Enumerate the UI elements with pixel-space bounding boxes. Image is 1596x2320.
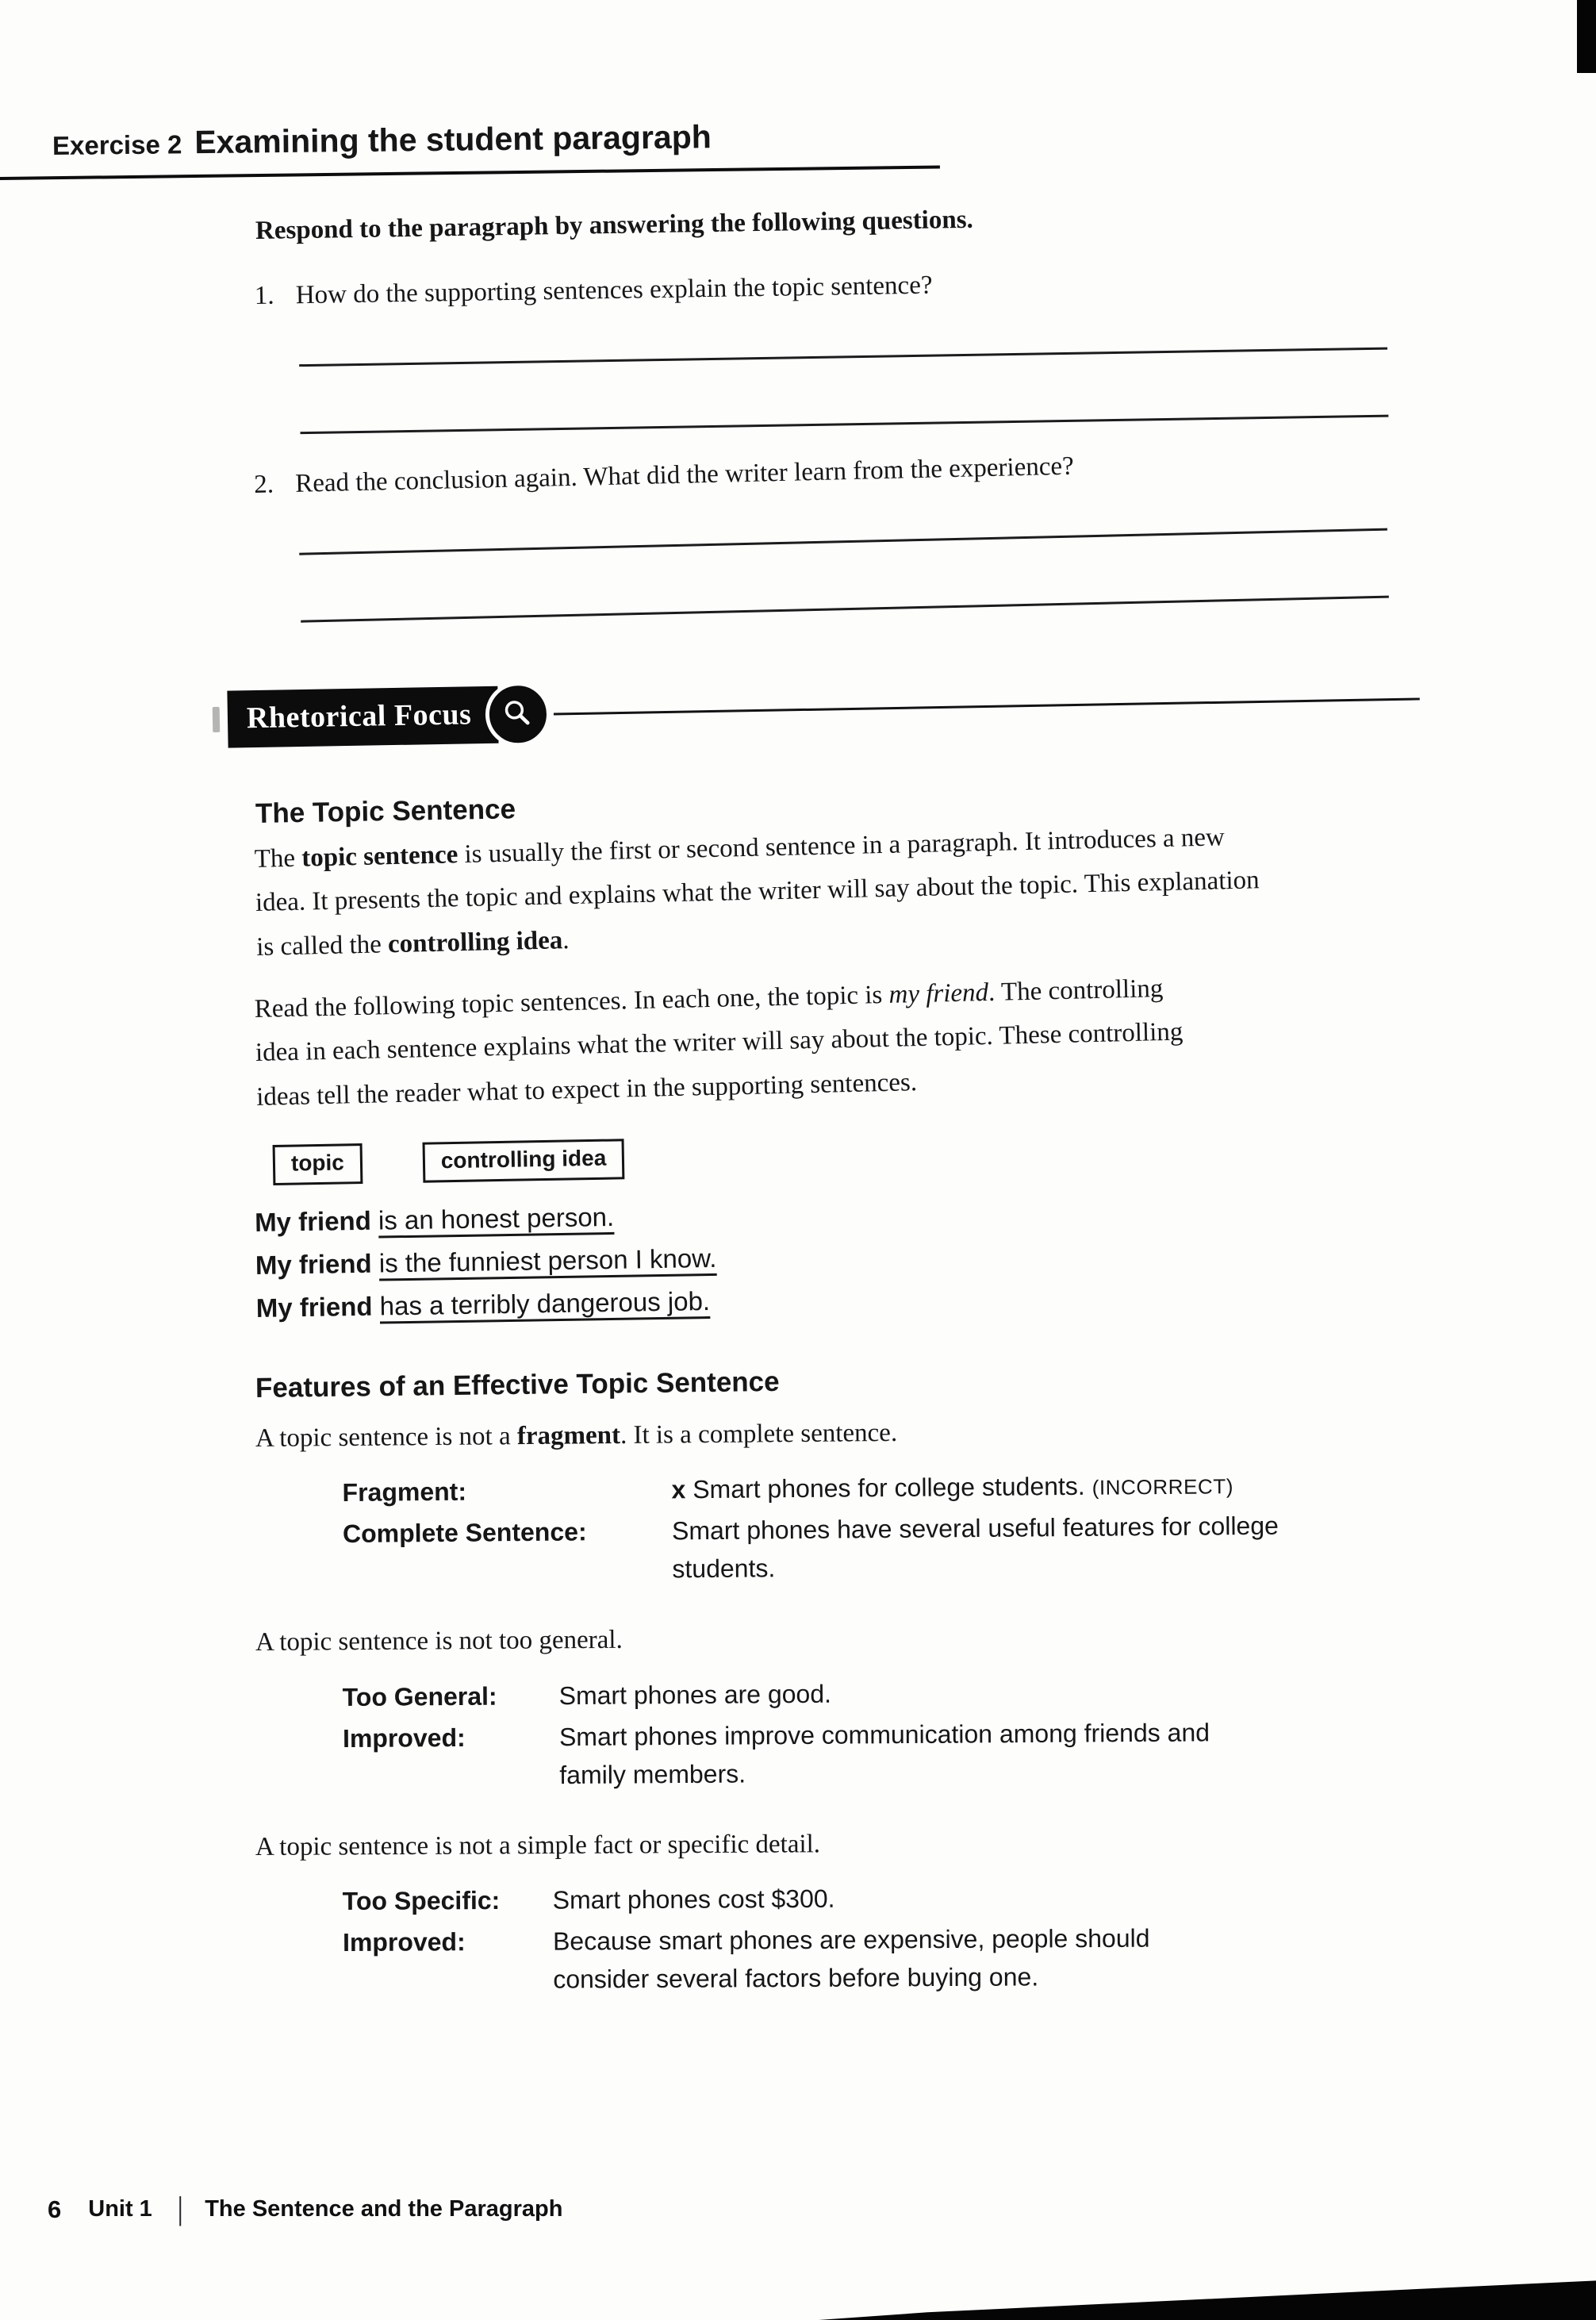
question-2 [254,440,1407,624]
topic-sentence-heading: The Topic Sentence [255,793,516,830]
scan-artifact-corner [819,2277,1596,2320]
question-2-number: 2. [253,470,274,500]
example-sentence-2 [255,1235,1287,1281]
incorrect-x-mark: x [671,1475,686,1504]
questions-section [253,205,1406,624]
paragraph-text: is usually the first or second sentence in a paragraph. It introduces a new idea. It presents the topic and explains what the writer will say about the topic. This explanation is called the [255,823,1260,962]
controlling-idea-label-box: controlling idea [422,1139,624,1182]
too-specific-example: Smart phones cost $300. [552,1884,835,1915]
too-general-example: Smart phones are good. [558,1679,832,1710]
rhetorical-focus-banner-row [212,666,1420,753]
question-2-row [254,440,1405,503]
answer-line [299,348,1387,367]
footer-title: The Sentence and the Paragraph [205,2196,563,2222]
bold-term-fragment: fragment [516,1420,621,1451]
improved-label: Improved: [342,1723,466,1753]
example-controlling-idea: is the funniest person I know. [378,1243,717,1278]
paragraph-text: The [254,844,302,874]
complete-sentence-example: Smart phones have several useful features for college students. [671,1511,1279,1584]
features-rule-1 [255,1408,1287,1462]
scan-artifact-top-bar [1577,0,1596,73]
paragraph-text: . It is a complete sentence. [620,1418,898,1450]
question-1-number: 1. [254,281,274,311]
fragment-label: Fragment: [342,1477,467,1508]
bold-term-controlling-idea: controlling idea [387,926,563,959]
example-controlling-idea: has a terribly dangerous job. [379,1286,711,1321]
paragraph-text: . The controlling idea in each sentence explains what the writer will say about the topic. These controlling ideas tell the reader what to expect in the supporting sentences. [255,974,1184,1112]
features-heading: Features of an Effective Topic Sentence [255,1365,780,1404]
example-sentence-1 [255,1192,1286,1238]
example-topic: My friend [255,1291,373,1323]
fragment-example [671,1465,1306,1509]
too-general-example-block [342,1672,1287,1796]
footer-separator: | [177,2191,183,2226]
topic-sentence-paragraph-1 [254,815,1276,970]
scan-mark [213,707,221,732]
exercise-title: Examining the student paragraph [194,118,712,161]
example-topic: My friend [255,1248,372,1280]
answer-line [301,415,1389,435]
too-specific-label: Too Specific: [342,1886,501,1916]
improved-label: Improved: [342,1927,466,1957]
features-rule-2: A topic sentence is not too general. [255,1626,623,1657]
topic-sentence-paragraph-2 [254,966,1200,1120]
topic-sentence-examples [255,1192,1287,1323]
paragraph-text: Read the following topic sentences. In each one, the topic is [254,980,889,1024]
banner-rule [554,697,1419,715]
italic-term-my-friend: my friend [888,978,989,1009]
incorrect-note: (INCORRECT) [1091,1474,1234,1500]
example-sentence-3 [256,1277,1287,1323]
answer-line [301,596,1389,623]
header-rule [0,166,940,180]
too-general-label: Too General: [342,1681,497,1711]
rhetorical-focus-content [254,793,1287,1999]
rhetorical-focus-banner [227,686,499,748]
bold-term-topic-sentence: topic sentence [301,840,458,874]
magnifier-icon [485,682,551,747]
fragment-example-block [342,1465,1287,1591]
answer-line [299,528,1387,555]
features-rule-3: A topic sentence is not a simple fact or specific detail. [255,1830,821,1861]
page-footer [48,2191,562,2227]
paragraph-text: A topic sentence is not a [255,1422,518,1453]
exercise-label: Exercise 2 [52,129,182,160]
instructions-text: Respond to the paragraph by answering the following questions. [255,205,974,245]
fragment-text: Smart phones for college students. [692,1472,1092,1504]
unit-label: Unit 1 [88,2196,152,2222]
topic-label-box: topic [273,1143,363,1185]
question-1 [254,259,1406,435]
label-boxes-row [273,1127,1287,1185]
example-controlling-idea: is an honest person. [378,1201,615,1235]
banner-label: Rhetorical Focus [246,697,472,736]
too-specific-example-block [343,1877,1287,1999]
improved-example: Smart phones improve communication among friends and family members. [558,1718,1210,1789]
question-1-row [254,259,1405,314]
paragraph-text: . [562,926,570,955]
complete-sentence-label: Complete Sentence: [342,1517,587,1549]
question-2-text: Read the conclusion again. What did the writer learn from the experience? [294,451,1075,499]
page-number: 6 [48,2195,62,2223]
improved-example: Because smart phones are expensive, people should consider several factors before buying one. [552,1923,1150,1994]
exercise-header [52,109,1596,163]
question-1-text: How do the supporting sentences explain the topic sentence? [295,271,933,310]
example-topic: My friend [254,1205,372,1238]
